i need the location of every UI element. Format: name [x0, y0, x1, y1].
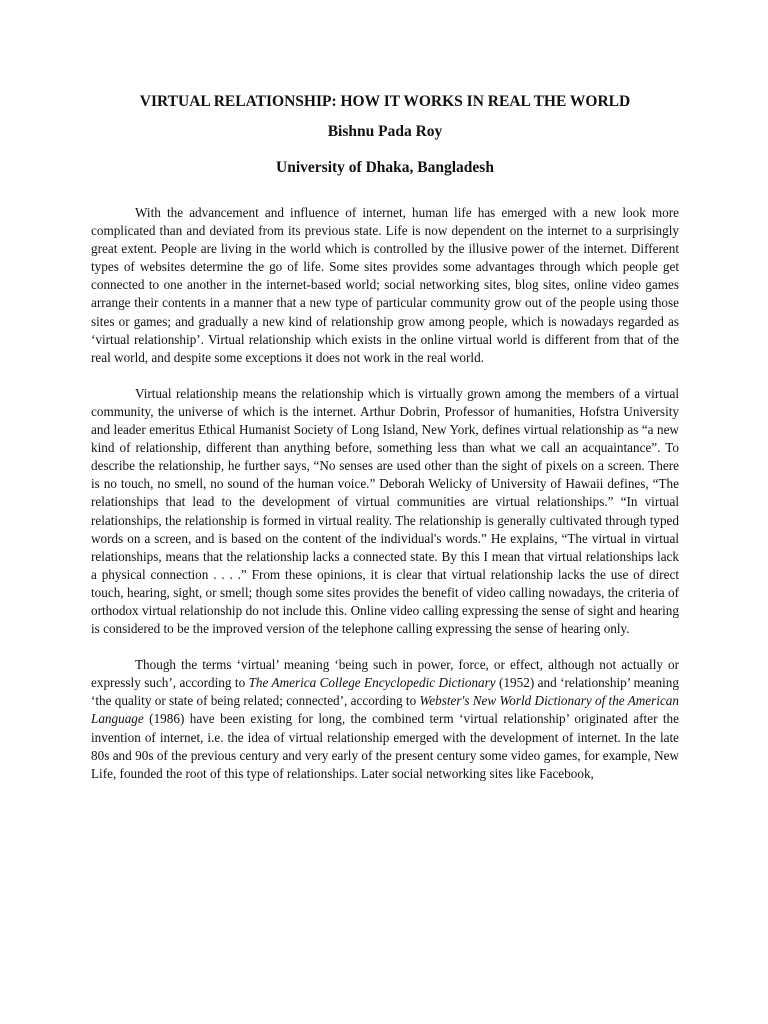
paragraph-3	[91, 656, 679, 783]
document-page	[91, 92, 679, 801]
author-name: Bishnu Pada Roy	[327, 123, 443, 140]
author-affiliation: University of Dhaka, Bangladesh	[276, 159, 494, 176]
paragraph-3-text-3: (1986) have been existing for long, the combined term ‘virtual relationship’ originated after the invention of internet, i.e. the idea of virtual relationship emerged with the development of internet. In the late 80s and 90s of the previous century and very early of the present century some video games, for example, New Life, founded the root of this type of relationships. Later social networking sites like Facebook,	[91, 711, 679, 781]
paragraph-3-text-1: Though the terms ‘virtual’ meaning ‘being such in power, force, or effect, although not actually or expressly such’, according to	[91, 657, 679, 691]
dictionary-title-1: The America College Encyclopedic Dictionary	[248, 675, 496, 691]
dictionary-title-2: Webster's New World Dictionary of the American Language	[91, 693, 679, 727]
document-title: VIRTUAL RELATIONSHIP: HOW IT WORKS IN REAL THE WORLD	[139, 93, 631, 110]
paragraph-2: Virtual relationship means the relationship which is virtually grown among the members of a virtual community, the universe of which is the internet. Arthur Dobrin, Professor of humanities, Hofstra University and leader emeritus Ethical Humanist Society of Long Island, New York, defines virtual relationship as “a new kind of relationship, different than anything before, something less than what we call an acquaintance”. To describe the relationship, he further says, “No senses are used other than the sight of pixels on a screen. There is no touch, no smell, no sound of the human voice.” Deborah Welicky of University of Hawaii defines, “The relationships that lead to the development of virtual communities are virtual relationships.” “In virtual relationships, the relationship is formed in virtual reality. The relationship is generally cultivated through typed words on a screen, and is based on the content of the individual's words.” He explains, “The virtual in virtual relationships, means that the relationship lacks a connected state. By this I mean that virtual relationships lack a physical connection . . . .” From these opinions, it is clear that virtual relationship lacks the use of direct touch, hearing, sight, or smell; though some sites provides the benefit of video calling nowadays, the criteria of orthodox virtual relationship do not include this. Online video calling expressing the sense of sight and hearing is considered to be the improved version of the telephone calling expressing the sense of hearing only.	[91, 385, 679, 637]
paragraph-1: With the advancement and influence of internet, human life has emerged with a new look more complicated than and deviated from its previous state. Life is now dependent on the internet to a surprisingly great extent. People are living in the world which is controlled by the illusive power of the internet. Different types of websites determine the go of life. Some sites provides some advantages through which people get connected to one another in the internet-based world; social networking sites, blog sites, online video games arrange their contents in a manner that a new type of particular community grow out of the people using those sites or games; and gradually a new kind of relationship grow among people, which is nowadays regarded as ‘virtual relationship’. Virtual relationship which exists in the online virtual world is different from that of the real world, and despite some exceptions it does not work in the real world.	[91, 205, 679, 365]
paragraph-3-text-2: (1952) and ‘relationship’ meaning ‘the quality or state of being related; connected’, according to	[91, 675, 679, 709]
